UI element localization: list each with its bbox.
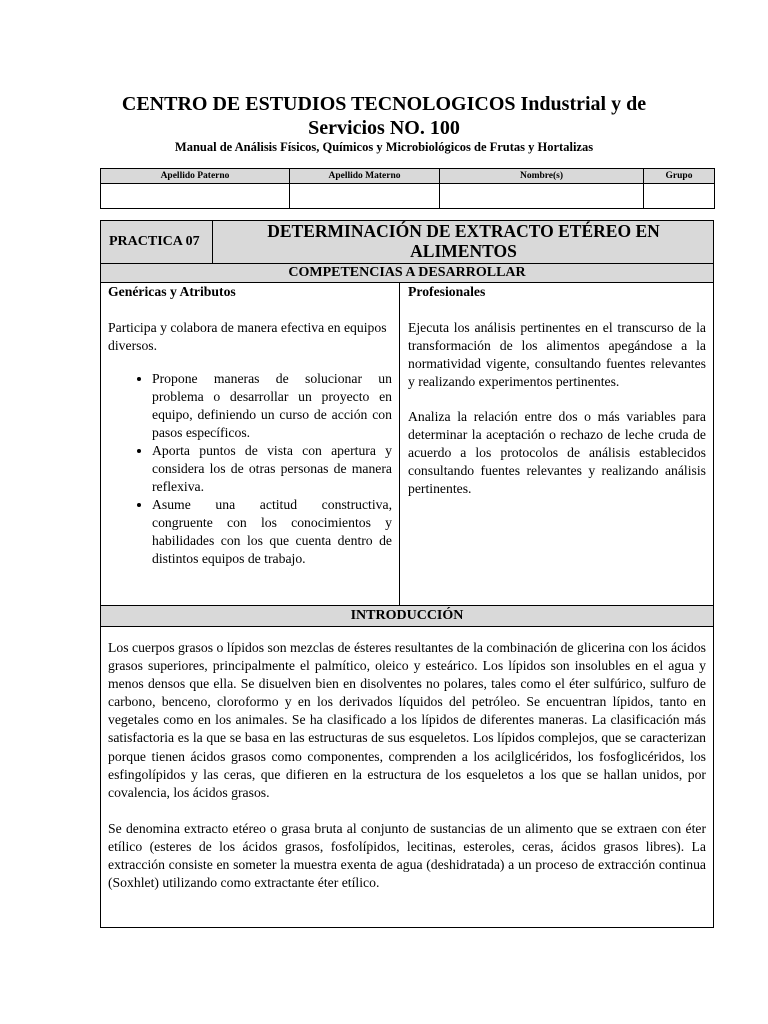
grupo-field[interactable] [644,184,715,209]
header-apellido-paterno: Apellido Paterno [101,169,290,184]
genericas-bullet-list [108,370,392,568]
document-title: CENTRO DE ESTUDIOS TECNOLOGICOS Industrial y de Servicios NO. 100 [121,93,647,139]
apellido-paterno-field[interactable] [101,184,290,209]
practice-table [100,220,714,928]
header-apellido-materno: Apellido Materno [290,169,440,184]
introduccion-paragraph: Los cuerpos grasos o lípidos son mezclas de ésteres resultantes de la combinación de glicerina con los ácidos grasos superiores, principalmente el palmítico, oleico y esteárico. Los lípidos son insolubles en el agua y menos densos que ella. Se disuelven bien en disolventes no polares, tales como el éter sulfúrico, sulfuro de carbono, benceno, cloroformo y en los derivados líquidos del petróleo. Se encuentran lípidos, tanto en vegetales como en los animales. Se ha clasificado a los lípidos de diferentes maneras. La clasificación más satisfactoria es la que se basa en las estructuras de sus esqueletos. Los lípidos complejos, que se caracterizan porque tienen ácidos grasos como componentes, comprenden a los acilglicéridos, los fosfoglicéridos, los esfingolípidos y las ceras, que difieren en la estructura de los esqueletos a los que se hallan unidos, por covalencia, los ácidos grasos. [108,640,706,800]
header-grupo: Grupo [644,169,715,184]
apellido-materno-field[interactable] [290,184,440,209]
genericas-column [101,283,400,605]
student-table-input-row [101,184,715,209]
student-info-table [100,168,715,209]
introduccion-paragraph: Se denomina extracto etéreo o grasa bruta al conjunto de sustancias de un alimento que se extraen con éter etílico (esteres de los ácidos grasos, fosfolípidos, lecitinas, esteroles, ceras, ácidos grasos libres). La extracción consiste en someter la muestra exenta de agua (deshidratada) a un proceso de extracción continua (Soxhlet) utilizando como extractante éter etílico. [108,820,706,891]
document-subtitle: Manual de Análisis Físicos, Químicos y Microbiológicos de Frutas y Hortalizas [174,140,594,154]
profesionales-heading: Profesionales [408,284,486,299]
profesionales-paragraph: Ejecuta los análisis pertinentes en el transcurso de la transformación de los alimentos apegándose a la normatividad vigente, consultando fuentes relevantes y realizando experimentos pertinentes. [408,320,706,389]
practice-title: DETERMINACIÓN DE EXTRACTO ETÉREO EN ALIMENTOS [267,221,660,261]
nombre-field[interactable] [440,184,644,209]
genericas-heading: Genéricas y Atributos [108,284,236,299]
profesionales-paragraph: Analiza la relación entre dos o más variables para determinar la aceptación o rechazo de leche cruda de acuerdo a los protocolos de análisis establecidos consultando fuentes relevantes y realizando análisis pertinentes. [408,409,706,496]
competencias-heading: COMPETENCIAS A DESARROLLAR [101,264,713,283]
introduccion-heading: INTRODUCCIÓN [101,605,713,627]
list-item: • Propone maneras de solucionar un problema o desarrollar un proyecto en equipo, definiendo un curso de acción con pasos específicos. [152,370,392,442]
header-nombre: Nombre(s) [440,169,644,184]
profesionales-column [401,283,713,605]
list-item: • Asume una actitud constructiva, congruente con los conocimientos y habilidades con los que cuenta dentro de distintos equipos de trabajo. [152,496,392,568]
introduccion-body [101,626,713,926]
list-item: • Aporta puntos de vista con apertura y considera los de otras personas de manera reflexiva. [152,442,392,496]
genericas-intro: Participa y colabora de manera efectiva en equipos diversos. [108,320,387,353]
practice-header-row [101,221,713,264]
practice-number: PRACTICA 07 [101,221,213,263]
student-table-header-row [101,169,715,184]
